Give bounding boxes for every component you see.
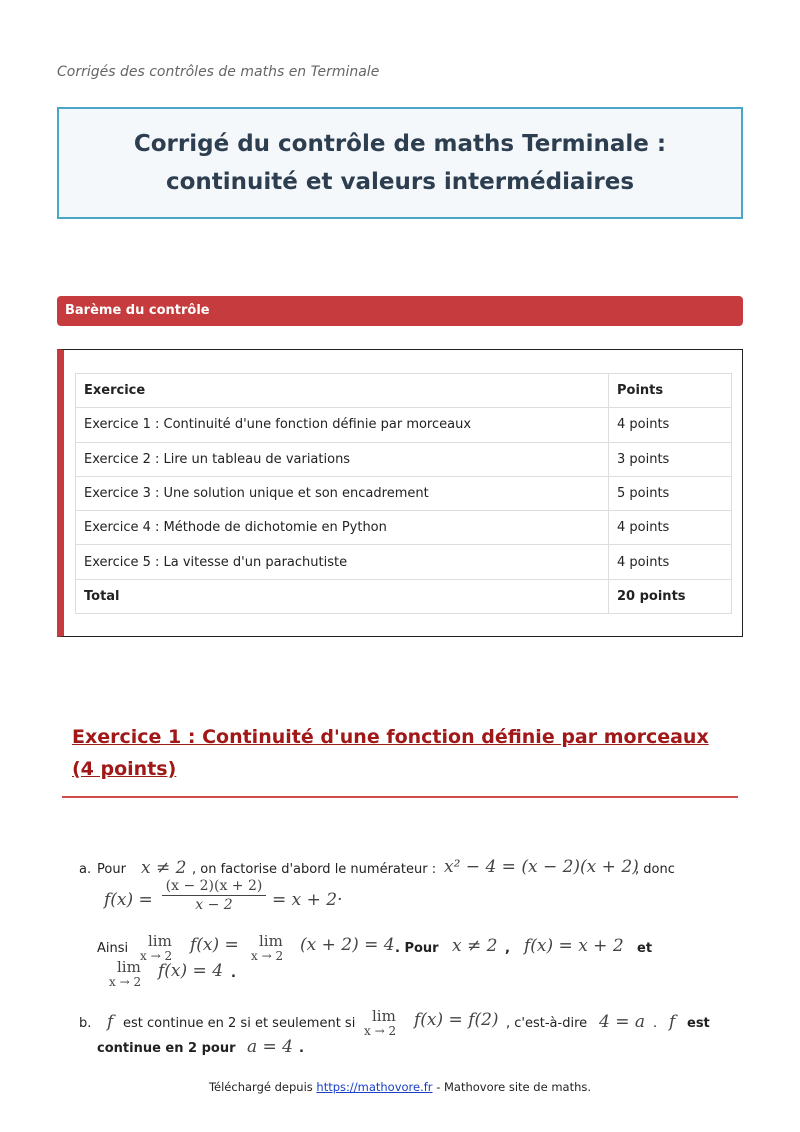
math-fx-eq-4: f(x) = 4 [158,961,224,981]
math-lim-sub: x → 2 [140,949,173,963]
text: , on factorise d'abord le numérateur : [192,862,437,877]
page-title: Corrigé du contrôle de maths Terminale : continuité et valeurs intermédiaires [133,131,667,195]
table-row [76,511,732,545]
text-bold: , [505,941,510,956]
text-bold: . Pour [395,941,439,956]
header-cell-exercice: Exercice [76,374,609,408]
table-total-row [76,579,732,613]
math-lim-sub: x → 2 [109,975,142,989]
table-cell: 3 points [609,442,732,476]
fraction-numerator: (x − 2)(x + 2) [165,878,263,894]
table-cell: 4 points [609,511,732,545]
math-f-rhs: = x + 2· [272,890,343,910]
text-bold: . [299,1041,304,1056]
table-cell: Exercice 1 : Continuité d'une fonction définie par morceaux [76,408,609,442]
fraction-denominator: x − 2 [195,897,233,913]
math-fraction [162,878,266,913]
footer [0,1080,800,1094]
math-lim: lim [148,932,172,950]
exercise-divider [62,796,738,798]
text-bold: continue en 2 pour [97,1041,236,1056]
page-title-box [57,107,743,219]
bareme-heading: Barème du contrôle [57,296,743,326]
math-lim: lim [372,1007,396,1025]
math-factorisation: x² − 4 = (x − 2)(x + 2) [444,857,639,877]
footer-suffix: - Mathovore site de maths. [436,1080,592,1094]
bareme-table-box [57,349,743,637]
math-a-eq-4: a = 4 [247,1037,294,1057]
table-row [76,408,732,442]
text: Ainsi [97,941,129,956]
text-bold: est [687,1016,710,1031]
math-x-ne-2: x ≠ 2 [141,858,187,878]
table-cell: 5 points [609,476,732,510]
math-continuity-condition: f(x) = f(2) [414,1010,499,1030]
math-x-ne-2: x ≠ 2 [452,936,498,956]
math-4-eq-a: 4 = a [599,1012,646,1032]
math-lim-sub: x → 2 [364,1024,397,1038]
table-row [76,545,732,579]
math-f: f [107,1012,114,1032]
text: , c'est-à-dire [506,1016,588,1031]
table-row [76,476,732,510]
math-fx-eq: f(x) = [190,935,239,955]
table-cell: 4 points [609,408,732,442]
breadcrumb[interactable]: Corrigés des contrôles de maths en Terminale [57,64,380,80]
item-marker-b: b. [79,1016,92,1031]
footer-link[interactable]: https://mathovore.fr [316,1080,433,1094]
math-lim: lim [117,958,141,976]
text: , donc [635,862,675,877]
table-cell: Exercice 3 : Une solution unique et son encadrement [76,476,609,510]
item-marker-a: a. [79,862,92,877]
footer-prefix: Téléchargé depuis [208,1080,313,1094]
text: est continue en 2 si et seulement si [123,1016,356,1031]
table-cell: Exercice 4 : Méthode de dichotomie en Python [76,511,609,545]
header-cell-points: Points [609,374,732,408]
math-f-lhs: f(x) = [104,890,153,910]
math-fx-x-plus-2: f(x) = x + 2 [524,936,624,956]
table-cell: Exercice 5 : La vitesse d'un parachutiste [76,545,609,579]
text-bold: et [637,941,653,956]
text: . [653,1016,658,1031]
math-limit-value: (x + 2) = 4 [300,935,395,955]
table-cell: Exercice 2 : Lire un tableau de variations [76,442,609,476]
text-bold: . [231,966,236,981]
exercise-1-title: Exercice 1 : Continuité d'une fonction définie par morceaux (4 points) [72,726,709,780]
table-cell-total-value: 20 points [609,579,732,613]
text: Pour [97,862,126,877]
fraction-bar [162,895,266,896]
table-row [76,442,732,476]
table-header-row [76,374,732,408]
table-cell-total-label: Total [76,579,609,613]
math-lim-sub: x → 2 [251,949,284,963]
math-f: f [669,1012,676,1032]
bareme-table [75,373,732,614]
math-lim: lim [259,932,283,950]
table-cell: 4 points [609,545,732,579]
